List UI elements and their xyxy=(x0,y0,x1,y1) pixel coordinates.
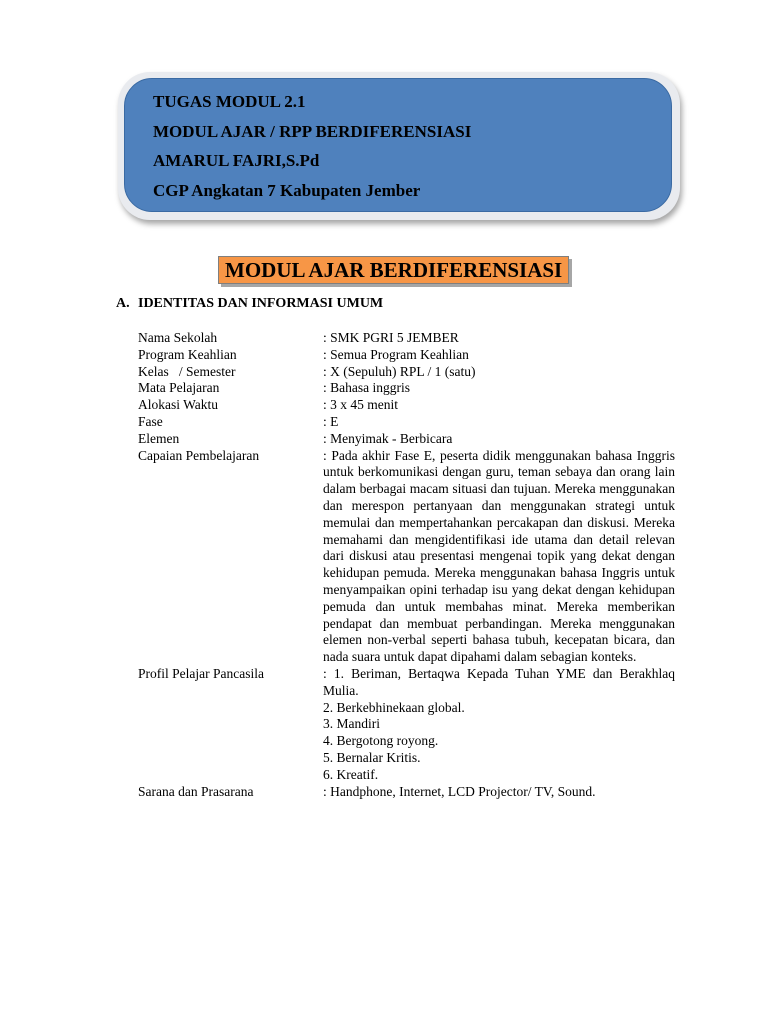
document-title-wrap xyxy=(218,256,569,284)
info-row-elemen xyxy=(138,431,678,448)
info-value: : SMK PGRI 5 JEMBER xyxy=(323,330,459,345)
header-box xyxy=(124,78,672,212)
profil-item: 2. Berkebhinekaan global. xyxy=(323,699,465,715)
info-label: Mata Pelajaran xyxy=(138,380,220,396)
info-label: Elemen xyxy=(138,430,180,446)
info-row-capaian-pembelajaran xyxy=(138,448,678,666)
section-a-heading xyxy=(116,296,383,312)
info-label: Fase xyxy=(138,413,163,429)
profil-item: 4. Bergotong royong. xyxy=(323,733,439,749)
info-value: : Handphone, Internet, LCD Projector/ TV, Sound. xyxy=(323,783,596,799)
info-value: : E xyxy=(323,413,339,429)
info-label: Profil Pelajar Pancasila xyxy=(138,665,264,681)
info-row-mata-pelajaran xyxy=(138,380,678,397)
header-line-module: MODUL AJAR / RPP BERDIFERENSIASI xyxy=(153,121,472,141)
info-row-sarana-prasarana xyxy=(138,784,678,801)
info-value: : Semua Program Keahlian xyxy=(323,346,469,362)
info-row-kelas-semester xyxy=(138,364,678,381)
info-row-nama-sekolah xyxy=(138,330,678,347)
info-table xyxy=(138,330,678,800)
info-row-alokasi-waktu xyxy=(138,397,678,414)
section-a-letter: A. xyxy=(116,296,130,311)
section-a-title: IDENTITAS DAN INFORMASI UMUM xyxy=(138,296,384,311)
info-value-capaian: : Pada akhir Fase E, peserta didik menggunakan bahasa Inggris untuk berkomunikasi dengan guru, teman sebaya dan orang lain dalam berbagai macam situasi dan tujuan. Mereka menggunakan dan merespon pertanyaan dan menggunakan strategi untuk memulai dan mempertahankan percakapan dan diskusi. Mereka memahami dan mengidentifikasi ide utama dan detail relevan dari diskusi atau presentasi mengenai topik yang dekat dengan kehidupan pemuda. Mereka menggunakan bahasa Inggris untuk menyampaikan opini terhadap isu yang dekat dengan kehidupan pemuda dan untuk membahas minat. Mereka memberikan pendapat dan membuat perbandingan. Mereka menggunakan elemen non-verbal seperti bahasa tubuh, kecepatan bicara, dan nada suara untuk dapat dipahami dalam sebagian konteks. xyxy=(323,447,675,665)
profil-item: 5. Bernalar Kritis. xyxy=(323,749,421,765)
info-label: Program Keahlian xyxy=(138,346,237,362)
info-row-profil-pelajar-pancasila xyxy=(138,666,678,784)
info-value: : X (Sepuluh) RPL / 1 (satu) xyxy=(323,363,476,379)
document-title: MODUL AJAR BERDIFERENSIASI xyxy=(218,256,569,284)
info-label: Kelas / Semester xyxy=(138,363,236,379)
info-label: Sarana dan Prasarana xyxy=(138,783,254,799)
header-line-cgp: CGP Angkatan 7 Kabupaten Jember xyxy=(153,180,421,200)
info-value: : 3 x 45 menit xyxy=(323,397,398,413)
info-label: Capaian Pembelajaran xyxy=(138,447,260,463)
profil-list xyxy=(323,666,675,784)
header-line-task: TUGAS MODUL 2.1 xyxy=(153,92,306,111)
info-row-fase xyxy=(138,414,678,431)
info-row-program-keahlian xyxy=(138,347,678,364)
profil-item: 6. Kreatif. xyxy=(323,766,379,782)
info-label: Nama Sekolah xyxy=(138,330,218,345)
info-label: Alokasi Waktu xyxy=(138,397,219,413)
info-value: : Menyimak - Berbicara xyxy=(323,430,453,446)
profil-item: : 1. Beriman, Bertaqwa Kepada Tuhan YME dan Berakhlaq Mulia. xyxy=(323,665,675,698)
header-line-author: AMARUL FAJRI,S.Pd xyxy=(153,151,320,170)
info-value: : Bahasa inggris xyxy=(323,380,410,396)
profil-item: 3. Mandiri xyxy=(323,716,380,732)
